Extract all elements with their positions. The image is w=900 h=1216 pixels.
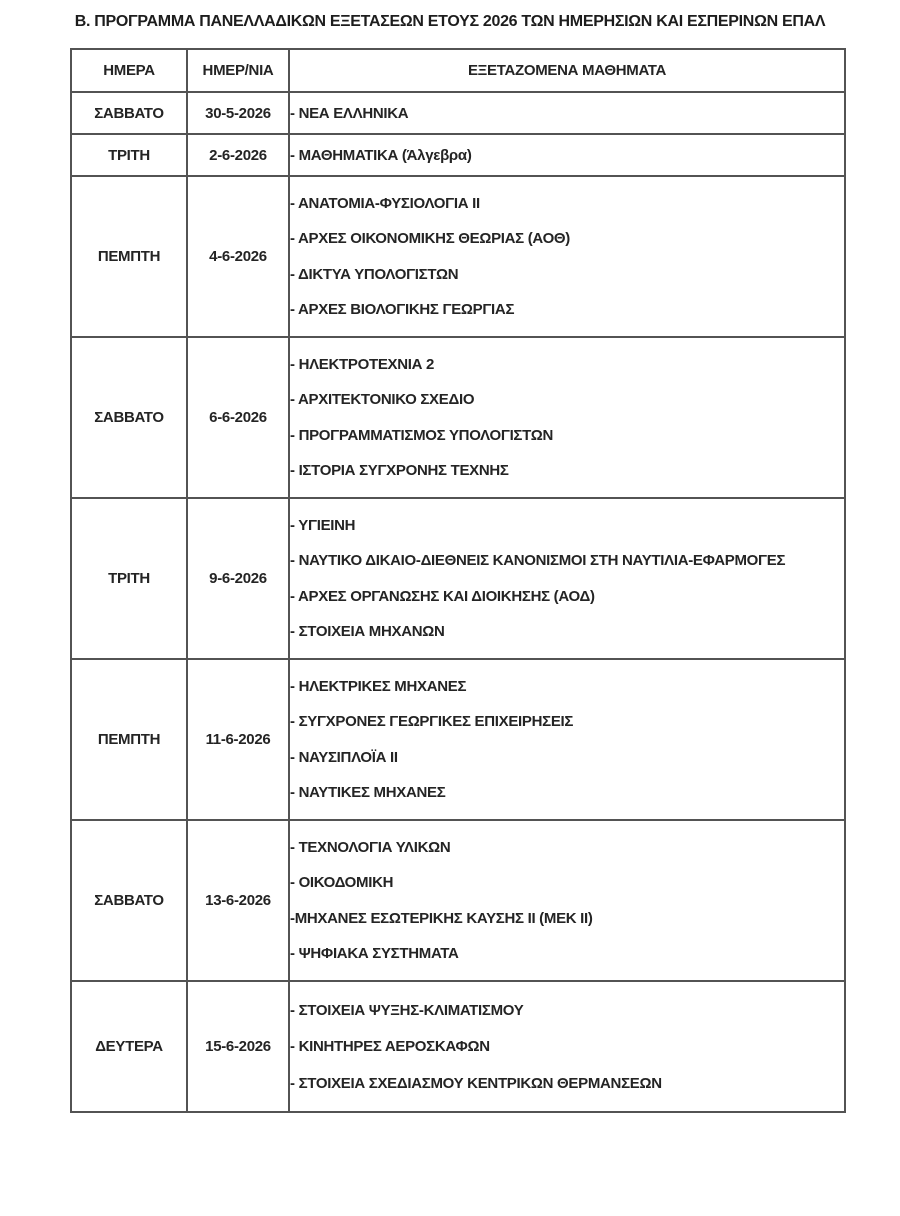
exam-schedule-table	[70, 48, 846, 1113]
day-cell: ΠΕΜΠΤΗ	[71, 176, 187, 337]
subjects-list	[290, 93, 844, 133]
subjects-list	[290, 660, 844, 819]
day-cell: ΣΑΒΒΑΤΟ	[71, 92, 187, 134]
date-cell: 2-6-2026	[187, 134, 289, 176]
page-title: Β. ΠΡΟΓΡΑΜΜΑ ΠΑΝΕΛΛΑΔΙΚΩΝ ΕΞΕΤΑΣΕΩΝ ΕΤΟΥΣ 2026 ΤΩΝ ΗΜΕΡΗΣΙΩΝ ΚΑΙ ΕΣΠΕΡΙΝΩΝ ΕΠΑΛ	[74, 13, 826, 30]
subject-item: - ΠΡΟΓΡΑΜΜΑΤΙΣΜΟΣ ΥΠΟΛΟΓΙΣΤΩΝ	[290, 426, 553, 444]
table-row	[71, 659, 845, 820]
date-cell: 6-6-2026	[187, 337, 289, 498]
date-cell: 15-6-2026	[187, 981, 289, 1112]
date-cell: 11-6-2026	[187, 659, 289, 820]
subject-item: -ΜΗΧΑΝΕΣ ΕΣΩΤΕΡΙΚΗΣ ΚΑΥΣΗΣ ΙΙ (ΜΕΚ ΙΙ)	[290, 909, 593, 927]
subjects-cell	[289, 337, 845, 498]
date-cell: 30-5-2026	[187, 92, 289, 134]
table-row	[71, 820, 845, 981]
subject-item: - ΟΙΚΟΔΟΜΙΚΗ	[290, 874, 394, 892]
table-row	[71, 92, 845, 134]
date-cell: 9-6-2026	[187, 498, 289, 659]
table-row	[71, 134, 845, 176]
subjects-list	[290, 982, 844, 1111]
subject-item: - ΤΕΧΝΟΛΟΓΙΑ ΥΛΙΚΩΝ	[290, 839, 451, 857]
subjects-cell	[289, 498, 845, 659]
day-cell: ΤΡΙΤΗ	[71, 498, 187, 659]
subject-item: - ΣΤΟΙΧΕΙΑ ΨΥΞΗΣ-ΚΛΙΜΑΤΙΣΜΟΥ	[290, 1001, 524, 1019]
table-row	[71, 981, 845, 1112]
subject-item: - ΣΥΓΧΡΟΝΕΣ ΓΕΩΡΓΙΚΕΣ ΕΠΙΧΕΙΡΗΣΕΙΣ	[290, 713, 574, 731]
subject-item: - ΣΤΟΙΧΕΙΑ ΣΧΕΔΙΑΣΜΟΥ ΚΕΝΤΡΙΚΩΝ ΘΕΡΜΑΝΣΕΩΝ	[290, 1074, 662, 1092]
table-header-row	[71, 49, 845, 92]
subject-item: - ΜΑΘΗΜΑΤΙΚΑ (Άλγεβρα)	[290, 146, 472, 164]
subject-item: - ΗΛΕΚΤΡΙΚΕΣ ΜΗΧΑΝΕΣ	[290, 678, 467, 696]
subjects-list	[290, 499, 844, 658]
subject-item: - ΣΤΟΙΧΕΙΑ ΜΗΧΑΝΩΝ	[290, 622, 445, 640]
day-cell: ΣΑΒΒΑΤΟ	[71, 820, 187, 981]
subject-item: - ΗΛΕΚΤΡΟΤΕΧΝΙΑ 2	[290, 356, 435, 374]
subject-item: - ΑΝΑΤΟΜΙΑ-ΦΥΣΙΟΛΟΓΙΑ ΙΙ	[290, 195, 480, 213]
subject-item: - ΝΑΥΤΙΚΟ ΔΙΚΑΙΟ-ΔΙΕΘΝΕΙΣ ΚΑΝΟΝΙΣΜΟΙ ΣΤΗ ΝΑΥΤΙΛΙΑ-ΕΦΑΡΜΟΓΕΣ	[290, 552, 786, 570]
subject-item: - ΚΙΝΗΤΗΡΕΣ ΑΕΡΟΣΚΑΦΩΝ	[290, 1038, 490, 1055]
document-page	[0, 13, 900, 1216]
column-header-day: ΗΜΕΡΑ	[71, 49, 187, 92]
subjects-cell	[289, 981, 845, 1112]
subjects-list	[290, 177, 844, 336]
subject-item: - ΝΑΥΣΙΠΛΟΪΑ ΙΙ	[290, 748, 398, 766]
subjects-list	[290, 821, 844, 980]
date-cell: 4-6-2026	[187, 176, 289, 337]
subjects-cell	[289, 176, 845, 337]
subjects-cell	[289, 659, 845, 820]
day-cell: ΔΕΥΤΕΡΑ	[71, 981, 187, 1112]
subjects-cell	[289, 820, 845, 981]
subject-item: - ΑΡΧΙΤΕΚΤΟΝΙΚΟ ΣΧΕΔΙΟ	[290, 391, 475, 409]
subject-item: - ΑΡΧΕΣ ΟΙΚΟΝΟΜΙΚΗΣ ΘΕΩΡΙΑΣ (ΑΟΘ)	[290, 230, 570, 248]
day-cell: ΠΕΜΠΤΗ	[71, 659, 187, 820]
subject-item: - ΑΡΧΕΣ ΟΡΓΑΝΩΣΗΣ ΚΑΙ ΔΙΟΙΚΗΣΗΣ (ΑΟΔ)	[290, 587, 595, 605]
subjects-cell	[289, 92, 845, 134]
day-cell: ΣΑΒΒΑΤΟ	[71, 337, 187, 498]
subject-item: - ΝΕΑ ΕΛΛΗΝΙΚΑ	[290, 104, 409, 122]
subject-item: - ΙΣΤΟΡΙΑ ΣΥΓΧΡΟΝΗΣ ΤΕΧΝΗΣ	[290, 461, 509, 479]
subjects-list	[290, 338, 844, 497]
subject-item: - ΝΑΥΤΙΚΕΣ ΜΗΧΑΝΕΣ	[290, 783, 446, 801]
column-header-subjects: ΕΞΕΤΑΖΟΜΕΝΑ ΜΑΘΗΜΑΤΑ	[289, 49, 845, 92]
subject-item: - ΨΗΦΙΑΚΑ ΣΥΣΤΗΜΑΤΑ	[290, 944, 459, 962]
column-header-date: ΗΜΕΡ/ΝΙΑ	[187, 49, 289, 92]
table-row	[71, 176, 845, 337]
subject-item: - ΑΡΧΕΣ ΒΙΟΛΟΓΙΚΗΣ ΓΕΩΡΓΙΑΣ	[290, 300, 515, 318]
table-row	[71, 337, 845, 498]
subject-item: - ΔΙΚΤΥΑ ΥΠΟΛΟΓΙΣΤΩΝ	[290, 265, 459, 283]
table-row	[71, 498, 845, 659]
subjects-list	[290, 135, 844, 175]
subject-item: - ΥΓΙΕΙΝΗ	[290, 517, 356, 535]
subjects-cell	[289, 134, 845, 176]
day-cell: ΤΡΙΤΗ	[71, 134, 187, 176]
date-cell: 13-6-2026	[187, 820, 289, 981]
